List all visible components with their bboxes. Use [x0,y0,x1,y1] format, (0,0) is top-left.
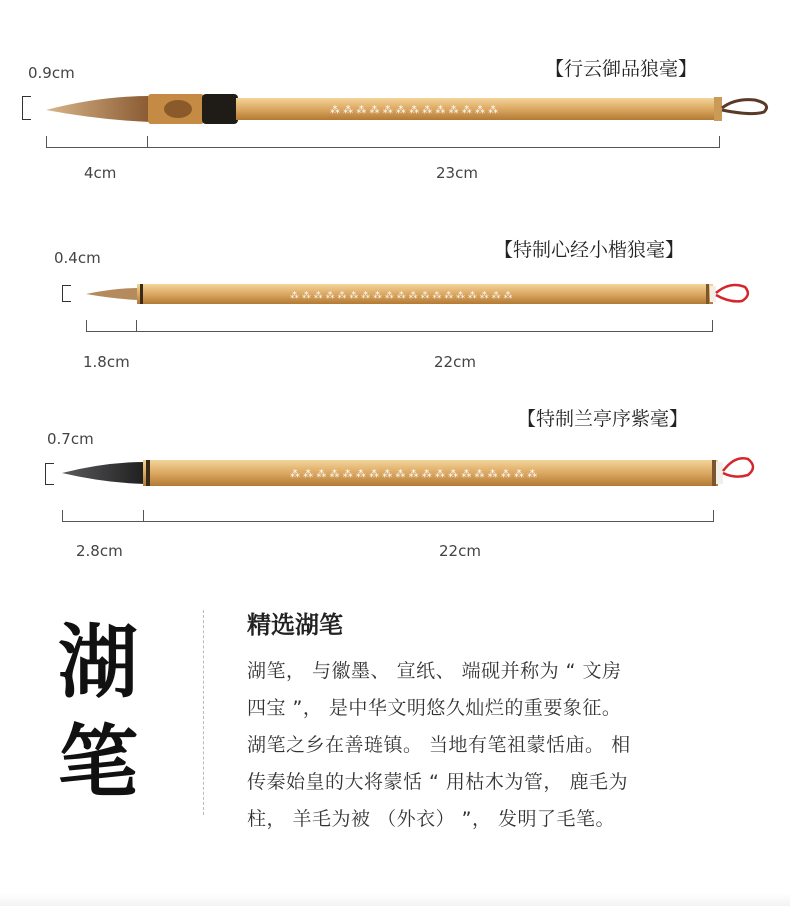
section-char-2: 笔 [58,715,138,809]
shaft-length-line [136,322,713,332]
intro-heading: 精选湖笔 [247,611,343,639]
tip-width-label: 0.4cm [54,249,101,267]
tip-length-line [86,322,137,332]
intro-line: 传秦始皇的大将蒙恬 “ 用枯木为管， 鹿毛为 [247,771,628,793]
section-divider [203,610,204,815]
brush-title: 【行云御品狼毫】 [545,58,698,80]
shaft-length-line [143,512,714,522]
shaft-length-line [147,138,720,148]
tip-length-line [46,138,148,148]
svg-text:⁂ ⁂ ⁂ ⁂ ⁂ ⁂ ⁂ ⁂ ⁂ ⁂ ⁂ ⁂ ⁂: ⁂ ⁂ ⁂ ⁂ ⁂ ⁂ ⁂ ⁂ ⁂ ⁂ ⁂ ⁂ ⁂ [330,105,499,116]
intro-line: 四宝 ”， 是中华文明悠久灿烂的重要象征。 [247,697,622,719]
section-char-1: 湖 [58,615,138,709]
svg-text:⁂ ⁂ ⁂ ⁂ ⁂ ⁂ ⁂ ⁂ ⁂ ⁂ ⁂ ⁂ ⁂ ⁂ ⁂: ⁂ ⁂ ⁂ ⁂ ⁂ ⁂ ⁂ ⁂ ⁂ ⁂ ⁂ ⁂ ⁂ ⁂ ⁂ ⁂ ⁂ ⁂ ⁂ [290,469,538,480]
shaft-length-label: 23cm [436,164,478,182]
shaft-length-label: 22cm [439,542,481,560]
bottom-edge [0,893,790,906]
svg-text:⁂ ⁂ ⁂ ⁂ ⁂ ⁂ ⁂ ⁂ ⁂ ⁂ ⁂ ⁂ ⁂ ⁂ ⁂: ⁂ ⁂ ⁂ ⁂ ⁂ ⁂ ⁂ ⁂ ⁂ ⁂ ⁂ ⁂ ⁂ ⁂ ⁂ ⁂ ⁂ ⁂ ⁂ [290,291,513,301]
tip-length-label: 1.8cm [83,353,130,371]
brush-title: 【特制心经小楷狼毫】 [494,239,685,261]
tip-length-line [62,512,144,522]
intro-line: 湖笔之乡在善琏镇。 当地有笔祖蒙恬庙。 相 [247,734,631,756]
shaft-length-label: 22cm [434,353,476,371]
tip-length-label: 2.8cm [76,542,123,560]
intro-paragraph [247,653,757,838]
brush-image [0,453,790,493]
intro-line: 湖笔， 与徽墨、 宣纸、 端砚并称为 “ 文房 [247,660,622,682]
tip-width-label: 0.7cm [47,430,94,448]
brush-image [0,84,790,134]
brush-title: 【特制兰亭序紫毫】 [517,408,689,430]
intro-line: 柱， 羊毛为被 （外衣） ”， 发明了毛笔。 [247,808,616,830]
tip-width-label: 0.9cm [28,64,75,82]
tip-length-label: 4cm [84,164,117,182]
brush-image [0,279,790,309]
